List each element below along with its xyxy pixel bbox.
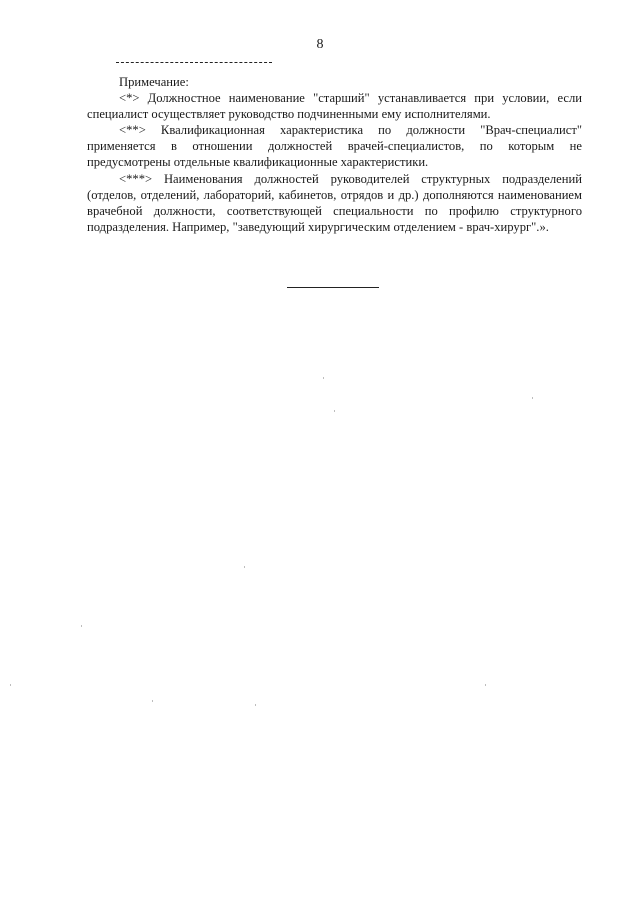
scan-speck [255, 704, 256, 706]
scan-speck [81, 625, 82, 627]
scan-speck [244, 566, 245, 568]
scan-speck [532, 397, 533, 399]
note-item-2: <**> Квалификационная характеристика по должности "Врач-специалист" применяется в отношении должностей врачей-специалистов, по которым не предусмотрены отдельные квалификационные характеристики. [87, 123, 582, 170]
scan-speck [10, 684, 11, 686]
end-rule [287, 287, 379, 288]
footnote-separator [116, 62, 272, 63]
scan-speck [152, 700, 153, 702]
notes-heading: Примечание: [119, 75, 189, 89]
scan-speck [334, 410, 335, 412]
note-item-3: <***> Наименования должностей руководителей структурных подразделений (отделов, отделений, лабораторий, кабинетов, отрядов и др.) дополняются наименованием врачебной должности, соответствующей специальности по профилю структурного подразделения. Например, "заведующий хирургическим отделением - врач-хирург".». [87, 171, 582, 234]
page-number: 8 [316, 37, 324, 52]
note-item-1: <*> Должностное наименование "старший" устанавливается при условии, если специалист осуществляет руководство подчиненными ему исполнителями. [87, 91, 582, 122]
scan-speck [323, 377, 324, 379]
notes-block [87, 74, 582, 235]
scan-speck [485, 684, 486, 686]
